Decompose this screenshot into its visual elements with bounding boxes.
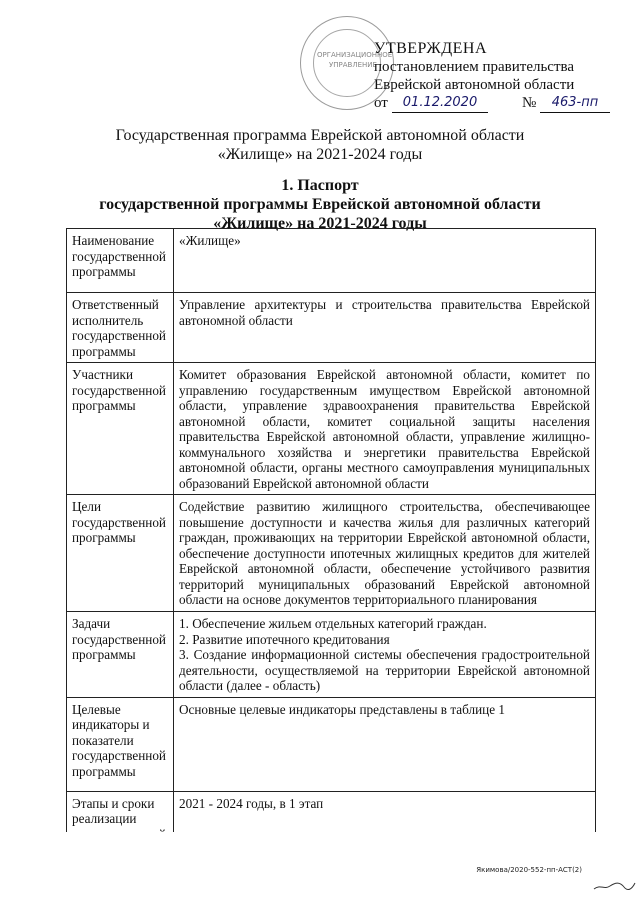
row-value: 2021 - 2024 годы, в 1 этап: [174, 791, 596, 861]
table-row: [67, 495, 596, 612]
passport-heading-line3: «Жилище» на 2021-2024 годы: [213, 215, 427, 232]
task-line-1: 1. Обеспечение жильем отдельных категорий граждан.: [179, 616, 487, 631]
corner-signature-icon: [592, 880, 636, 892]
date-prefix: от: [374, 95, 388, 111]
row-value: Комитет образования Еврейской автономной области, комитет по управлению государственным имуществом Еврейской автономной области, управление здравоохранения правительства Еврейской автономной области, комитет социальной защиты населения правительства Еврейской автономной области, управление жилищно-коммунального хозяйства и энергетики правительства Еврейской автономной области, органы местного самоуправления муниципальных образований Еврейской автономной области: [174, 363, 596, 495]
row-label: Ответственный исполнитель государственной программы: [67, 293, 174, 363]
task-line-2: 2. Развитие ипотечного кредитования: [179, 631, 390, 647]
program-title-line1: Государственная программа Еврейской автономной области: [115, 127, 525, 144]
row-value: «Жилище»: [174, 229, 596, 293]
passport-table: [66, 228, 596, 862]
approval-date: 01.12.2020: [392, 94, 488, 113]
row-label: Наименование государственной программы: [67, 229, 174, 293]
table-row: [67, 363, 596, 495]
approval-title: УТВЕРЖДЕНА: [374, 40, 488, 57]
table-row: [67, 612, 596, 698]
number-prefix: №: [522, 95, 537, 111]
row-value: Основные целевые индикаторы представлены в таблице 1: [174, 697, 596, 791]
row-value: Управление архитектуры и строительства правительства Еврейской автономной области: [174, 293, 596, 363]
program-title-line2: «Жилище» на 2021-2024 годы: [217, 146, 423, 163]
passport-heading-line2: государственной программы Еврейской автономной области: [99, 196, 541, 213]
passport-heading: [0, 176, 640, 233]
row-label: Участники государственной программы: [67, 363, 174, 495]
table-row: [67, 229, 596, 293]
program-title: [0, 126, 640, 164]
table-row: [67, 293, 596, 363]
approval-number: 463-пп: [540, 94, 610, 113]
row-value: [174, 612, 596, 698]
passport-heading-line1: 1. Паспорт: [281, 177, 359, 194]
row-label: Задачи государственной программы: [67, 612, 174, 698]
row-label: Целевые индикаторы и показатели государственной программы: [67, 697, 174, 791]
table-row: [67, 697, 596, 791]
approval-line1: постановлением правительства: [374, 59, 575, 75]
approval-date-line: [374, 94, 624, 112]
seal-text-line1: ОРГАНИЗАЦИОННОЕ: [317, 51, 393, 59]
seal-text-line2: УПРАВЛЕНИЕ: [329, 61, 377, 69]
row-value: Содействие развитию жилищного строительства, обеспечивающее повышение доступности и качества жилья для различных категорий граждан, проживающих на территории Еврейской автономной области, обеспечение доступности ипотечных жилищных кредитов для жителей Еврейской автономной области, обеспечение устойчивого развития территорий муниципальных образований Еврейской автономной области на основе документов территориального планирования: [174, 495, 596, 612]
approval-line2: Еврейской автономной области: [374, 77, 575, 93]
footer-code: Якимова/2020-552-пп-АСТ(2): [476, 866, 582, 874]
approval-block: [374, 40, 624, 112]
row-label: Этапы и сроки реализации: [67, 791, 174, 861]
row-label: Цели государственной программы: [67, 495, 174, 612]
task-line-3: 3. Создание информационной системы обеспечения градостроительной деятельности, осуществляемой на территории Еврейской автономной области (далее - область): [179, 647, 590, 693]
